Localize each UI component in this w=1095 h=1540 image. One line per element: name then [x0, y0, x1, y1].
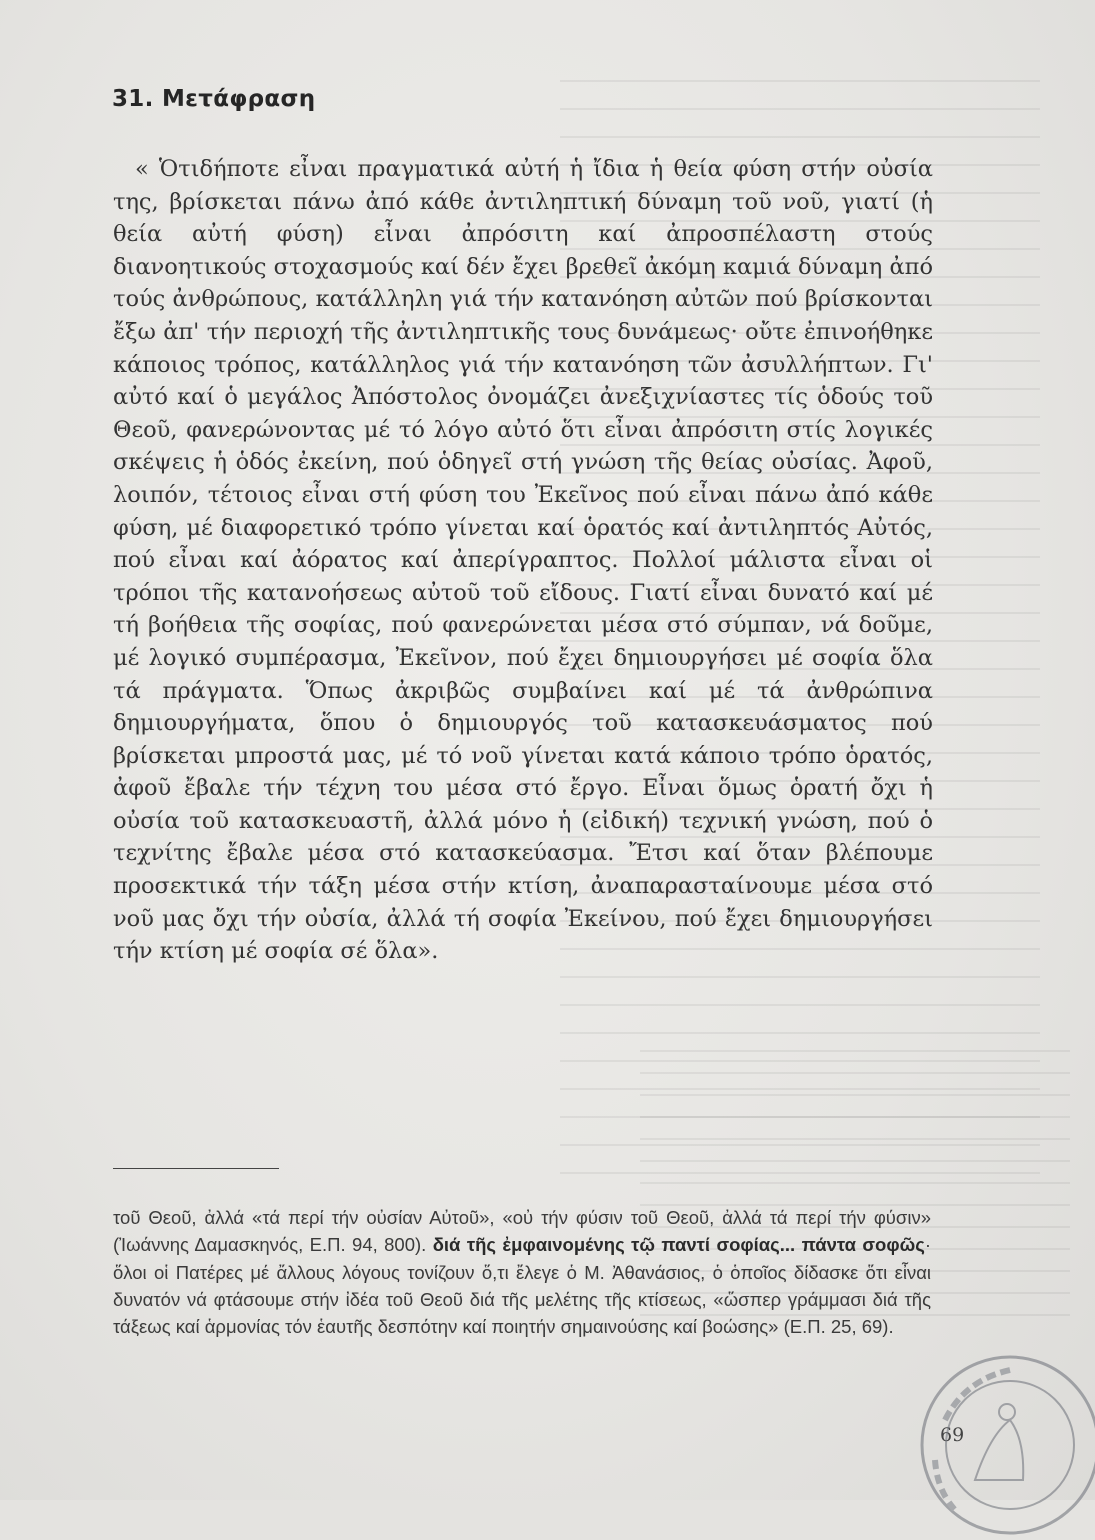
footnote-separator	[113, 1168, 279, 1169]
section-heading: 31. Μετάφραση	[112, 86, 316, 112]
footnote-bold-quote: διά τῆς ἐμφαινομένης τῷ παντί σοφίας... πάντα σοφῶς	[432, 1234, 925, 1256]
footnote-text-end: · ὅλοι οἱ Πατέρες μέ ἄλλους λόγους τονίζουν ὅ,τι ἔλεγε ὁ Μ. Ἀθανάσιος, ὁ ὁποῖος δίδασκε ὅτι εἶναι δυνατόν νά φτάσουμε στήν ἰδέα τοῦ Θεοῦ διά τῆς μελέτης τῆς κτίσεως, «ὥσπερ γράμμασι διά τῆς τάξεως καί ἁρμονίας τόν ἑαυτῆς δεσπότην καί ποιητήν σημαινούσης καί βοώσης» (Ε.Π. 25, 69).	[113, 1234, 932, 1338]
page-number: 69	[940, 1424, 965, 1446]
translation-paragraph: « Ὁτιδήποτε εἶναι πραγματικά αὐτή ἡ ἴδια ἡ θεία φύση στήν οὐσία της, βρίσκεται πάνω ἀπό κάθε ἀντιληπτική δύναμη τοῦ νοῦ, γιατί (ἡ θεία αὐτή φύση) εἶναι ἀπρόσιτη καί ἀπροσπέλαστη στούς διανοητικούς στοχασμούς καί δέν ἔχει βρεθεῖ ἀκόμη καμιά δύναμη ἀπό τούς ἀνθρώπους, κατάλληλη γιά τήν κατανόηση αὐτῶν πού βρίσκονται ἔξω ἀπ' τήν περιοχή τῆς ἀντιληπτικῆς τους δυνάμεως· οὔτε ἐπινοήθηκε κάποιος τρόπος, κατάλληλος γιά τήν κατανόηση τῶν ἀσυλλήπτων. Γι' αὐτό καί ὁ μεγάλος Ἀπόστολος ὀνομάζει ἀνεξιχνίαστες τίς ὁδούς τοῦ Θεοῦ, φανερώνοντας μέ τό λόγο αὐτό ὅτι εἶναι ἀπρόσιτη στίς λογικές σκέψεις ἡ ὁδός ἐκείνη, πού ὁδηγεῖ στή γνώση τῆς θείας οὐσίας. Ἀφοῦ, λοιπόν, τέτοιος εἶναι στή φύση του Ἐκεῖνος πού εἶναι πάνω ἀπό κάθε φύση, μέ διαφορετικό τρόπο γίνεται καί ὁρατός καί ἀντιληπτός Αὐτός, πού εἶναι καί ἀόρατος καί ἀπερίγραπτος. Πολλοί μάλιστα εἶναι οἱ τρόποι τῆς κατανοήσεως αὐτοῦ τοῦ εἴδους. Γιατί εἶναι δυνατό καί μέ τή βοήθεια τῆς σοφίας, πού φανερώνεται μέσα στό σύμπαν, νά δοῦμε, μέ λογικό συμπέρασμα, Ἐκεῖνον, πού ἔχει δημιουργήσει μέ σοφία ὅλα τά πράγματα. Ὅπως ἀκριβῶς συμβαίνει καί μέ τά ἀνθρώπινα δημιουργήματα, ὅπου ὁ δημιουργός τοῦ κατασκευάσματος πού βρίσκεται μπροστά μας, μέ τό νοῦ γίνεται κατά κάποιο τρόπο ὁρατός, ἀφοῦ ἔβαλε τήν τέχνη του μέσα στό ἔργο. Εἶναι ὅμως ὁρατή ὄχι ἡ οὐσία τοῦ κατασκευαστῆ, ἀλλά μόνο ἡ (εἰδική) τεχνική γνώση, πού ὁ τεχνίτης ἔβαλε μέσα στό κατασκεύασμα. Ἔτσι καί ὅταν βλέπουμε προσεκτικά τήν τάξη μέσα στήν κτίση, ἀναπαρασταίνουμε μέσα στό νοῦ μας ὄχι τήν οὐσία, ἀλλά τή σοφία Ἐκείνου, πού ἔχει δημιουργήσει τήν κτίση μέ σοφία σέ ὅλα».	[113, 156, 933, 965]
library-stamp-icon	[905, 1340, 1095, 1540]
footnote-text-start: τοῦ Θεοῦ, ἀλλά «τά περί τήν οὐσίαν Αὐτοῦ», «οὐ τήν φύσιν τοῦ Θεοῦ, ἀλλά τά περί τήν φύσιν» (Ἰωάννης Δαμασκηνός, Ε.Π. 94, 800).	[113, 1207, 931, 1256]
footnote	[113, 1204, 931, 1340]
